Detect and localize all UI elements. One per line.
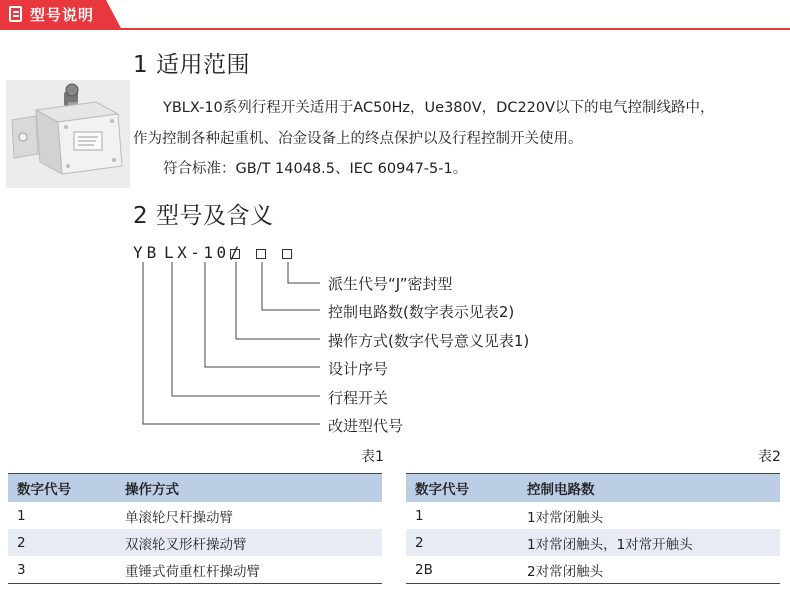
table-header: 控制电路数 — [518, 474, 780, 503]
table-header-row — [406, 474, 780, 503]
model-code-lx: LX-10/ — [164, 243, 243, 262]
meaning-limit-switch: 行程开关 — [328, 389, 389, 407]
table-row — [406, 502, 780, 529]
meaning-derivative: 派生代号“J”密封型 — [328, 275, 453, 293]
table1 — [8, 473, 382, 584]
table2-caption: 表2 — [758, 449, 781, 465]
table-header: 操作方式 — [116, 474, 382, 503]
table-cell: 1对常闭触头 — [527, 509, 604, 526]
leader-line-limit-switch — [172, 262, 320, 396]
table-cell: 单滚轮尺杆操动臂 — [125, 509, 233, 526]
table-row — [406, 556, 780, 584]
table-cell: 1 — [17, 507, 26, 524]
table-cell: 1对常闭触头，1对常开触头 — [518, 529, 780, 556]
meaning-design-no: 设计序号 — [328, 360, 389, 378]
table-cell: 2 — [8, 529, 116, 556]
table-header: 数字代号 — [8, 474, 116, 503]
table-header-row — [8, 474, 382, 503]
header-title: 型号说明 — [30, 6, 95, 24]
section1-paragraph-1: YBLX-10系列行程开关适用于AC50Hz，Ue380V，DC220V以下的电气控制线路中， — [163, 100, 715, 116]
table-cell: 双滚轮叉形杆操动臂 — [116, 529, 382, 556]
meaning-operation: 操作方式(数字代号意义见表1) — [328, 332, 530, 350]
leader-line-derivative — [288, 262, 320, 283]
section1-paragraph-2: 作为控制各种起重机、冶金设备上的终点保护以及行程控制开关使用。 — [133, 131, 583, 147]
section1-title: 1 适用范围 — [133, 52, 250, 78]
model-code-yb: YB — [133, 243, 161, 262]
leader-line-improved — [143, 262, 320, 424]
table1-caption: 表1 — [361, 449, 384, 465]
table-cell: 重锤式荷重杠杆操动臂 — [116, 556, 382, 584]
table-cell: 3 — [8, 556, 116, 584]
leader-line-circuits — [262, 262, 320, 310]
table-cell: 2对常闭触头 — [518, 556, 780, 584]
section2-title: 2 型号及含义 — [133, 203, 274, 229]
table-header: 数字代号 — [406, 474, 518, 503]
meaning-circuits: 控制电路数(数字表示见表2) — [328, 303, 515, 321]
table-row — [8, 502, 382, 529]
table-row — [8, 556, 382, 584]
leader-line-operation — [236, 262, 320, 339]
table-cell: 1 — [415, 507, 424, 524]
table-cell: 2B — [406, 556, 518, 584]
table2 — [406, 473, 780, 584]
table-row — [406, 529, 780, 556]
section1-standard: 符合标准：GB/T 14048.5、IEC 60947-5-1。 — [163, 161, 468, 177]
meaning-improved: 改进型代号 — [328, 417, 404, 435]
table-cell: 2 — [406, 529, 518, 556]
table-row — [8, 529, 382, 556]
